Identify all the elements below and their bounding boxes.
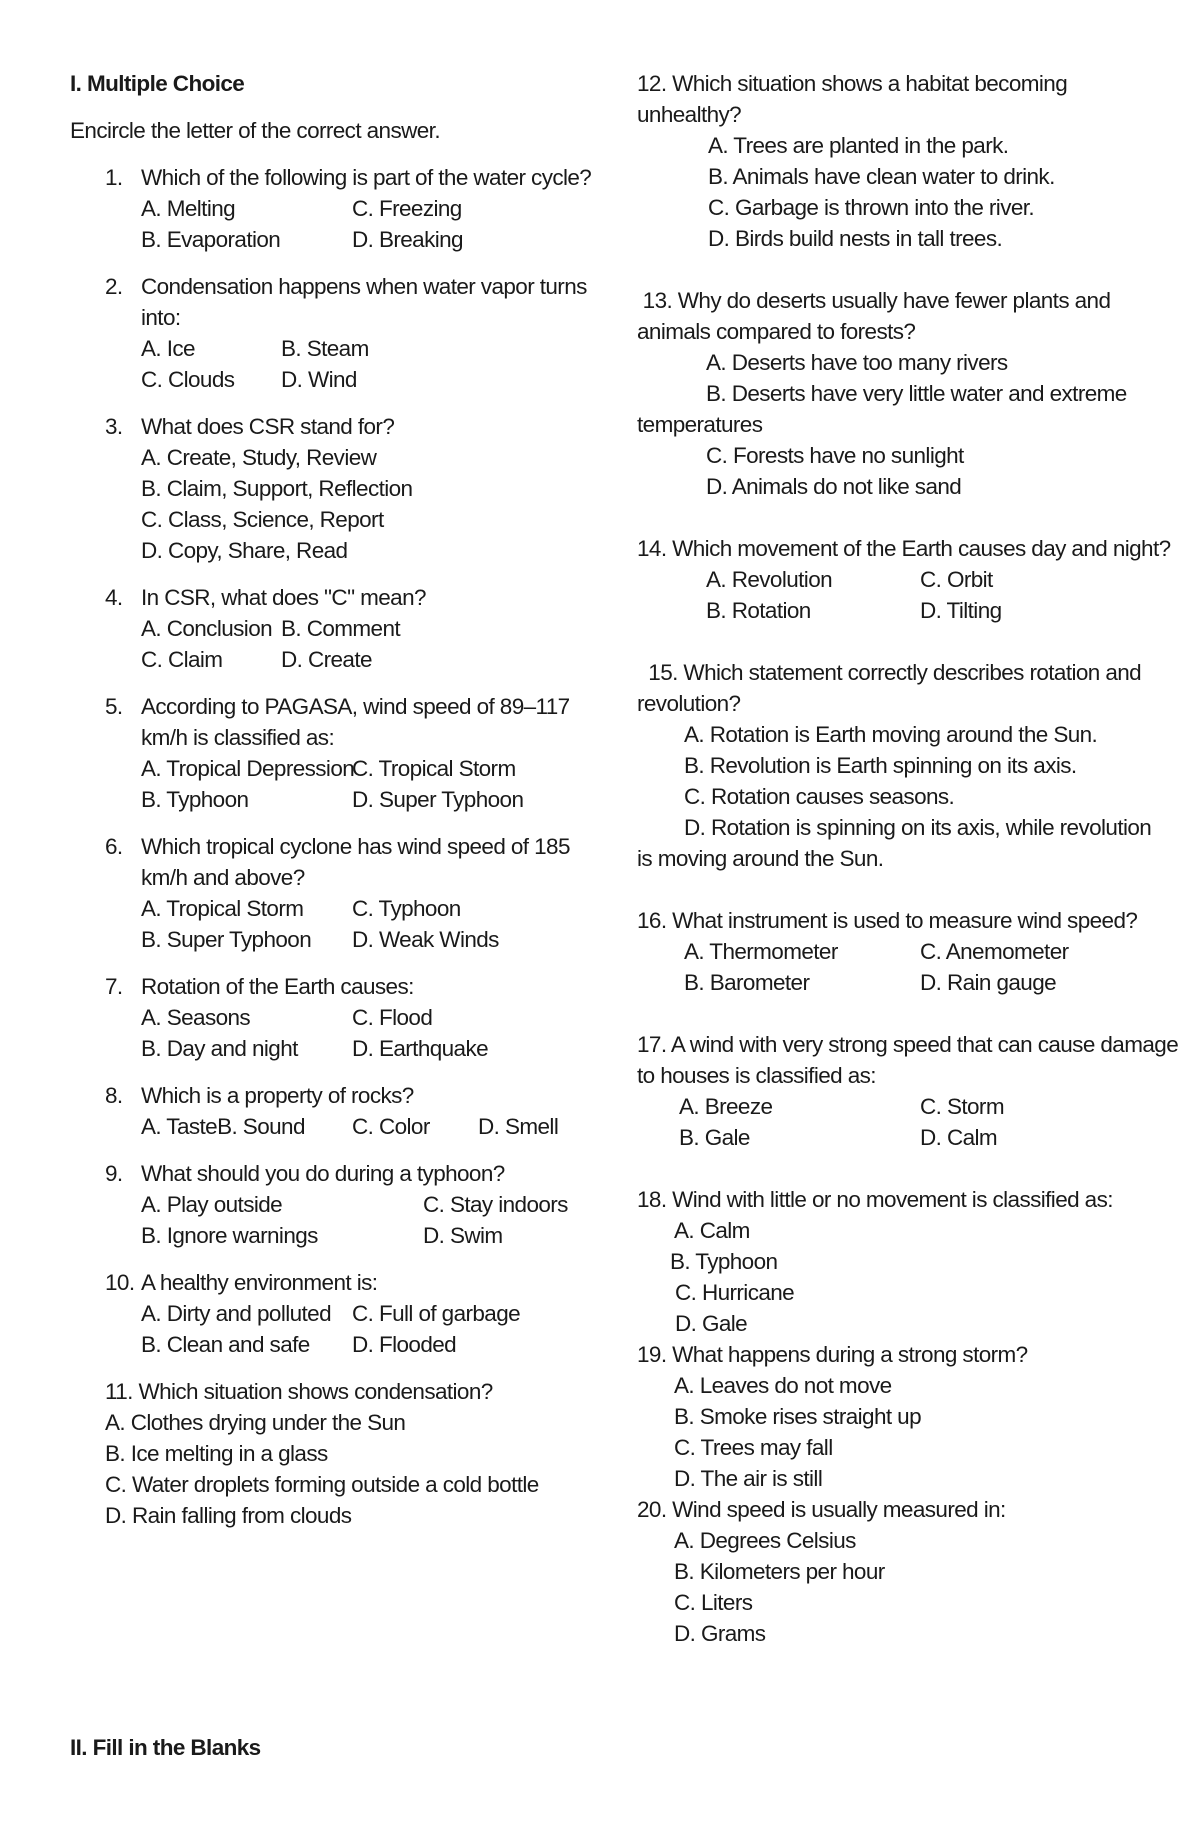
- question-1: [70, 162, 592, 255]
- option-d: D. Calm: [920, 1125, 998, 1150]
- option-c: C. Rotation causes seasons.: [684, 784, 955, 809]
- question-number: 8.: [105, 1083, 123, 1108]
- question-9: [70, 1158, 570, 1251]
- option-d: D. The air is still: [674, 1466, 823, 1491]
- option-b: B. Super Typhoon: [141, 927, 312, 952]
- question-text-cont: revolution?: [637, 691, 741, 716]
- option-c: C. Typhoon: [352, 896, 461, 921]
- option-c: C. Water droplets forming outside a cold bottle: [105, 1472, 539, 1497]
- question-text: 11. Which situation shows condensation?: [105, 1379, 493, 1404]
- question-15: [637, 657, 1157, 874]
- option-d: D. Animals do not like sand: [706, 474, 962, 499]
- option-a: A. Tropical Depression: [141, 756, 355, 781]
- option-d: D. Tilting: [920, 598, 1002, 623]
- option-a: A. Degrees Celsius: [674, 1528, 856, 1553]
- question-20: [637, 1494, 1157, 1649]
- option-d: D. Rotation is spinning on its axis, while revolution: [684, 815, 1152, 840]
- option-d: D. Gale: [675, 1311, 748, 1336]
- question-10: [70, 1267, 570, 1360]
- question-text: 20. Wind speed is usually measured in:: [637, 1497, 1006, 1522]
- option-d: D. Breaking: [352, 227, 463, 252]
- option-b: B. Ice melting in a glass: [105, 1441, 328, 1466]
- option-d: D. Rain gauge: [920, 970, 1057, 995]
- question-text: 14. Which movement of the Earth causes day and night?: [637, 536, 1171, 561]
- option-d: D. Flooded: [352, 1332, 457, 1357]
- option-b: B. Evaporation: [141, 227, 281, 252]
- option-d: D. Copy, Share, Read: [141, 538, 348, 563]
- option-b: B. Barometer: [684, 970, 810, 995]
- question-text: 18. Wind with little or no movement is classified as:: [637, 1187, 1113, 1212]
- option-c: C. Hurricane: [675, 1280, 795, 1305]
- option-c: C. Color: [352, 1114, 430, 1139]
- option-a: A. Deserts have too many rivers: [706, 350, 1008, 375]
- option-c: C. Stay indoors: [423, 1192, 568, 1217]
- question-13: [637, 285, 1157, 502]
- option-c: C. Class, Science, Report: [141, 507, 384, 532]
- question-text: 12. Which situation shows a habitat becoming: [637, 71, 1068, 96]
- option-d: D. Rain falling from clouds: [105, 1503, 352, 1528]
- question-19: [637, 1339, 1157, 1494]
- option-a: A. Breeze: [679, 1094, 773, 1119]
- question-8: [70, 1080, 570, 1142]
- option-a: A. Calm: [674, 1218, 750, 1243]
- option-a: A. Melting: [141, 196, 236, 221]
- question-number: 9.: [105, 1161, 123, 1186]
- option-b: B. Rotation: [706, 598, 811, 623]
- option-d: D. Earthquake: [352, 1036, 489, 1061]
- question-text-cont: to houses is classified as:: [637, 1063, 876, 1088]
- question-17: [637, 1029, 1179, 1153]
- option-c: C. Orbit: [920, 567, 993, 592]
- question-14: [637, 533, 1171, 626]
- option-d: D. Weak Winds: [352, 927, 499, 952]
- option-a: A. Conclusion: [141, 616, 273, 641]
- question-number: 7.: [105, 974, 123, 999]
- option-c: C. Anemometer: [920, 939, 1069, 964]
- option-a: A. Leaves do not move: [674, 1373, 892, 1398]
- option-b: B. Revolution is Earth spinning on its axis.: [684, 753, 1077, 778]
- option-b-cont: temperatures: [637, 412, 763, 437]
- option-c: C. Full of garbage: [352, 1301, 521, 1326]
- question-11: [70, 1376, 570, 1531]
- option-c: C. Trees may fall: [674, 1435, 833, 1460]
- option-c: C. Forests have no sunlight: [706, 443, 964, 468]
- question-number: 3.: [105, 414, 123, 439]
- question-text: 19. What happens during a strong storm?: [637, 1342, 1028, 1367]
- option-d-cont: is moving around the Sun.: [637, 846, 884, 871]
- option-a: A. Dirty and polluted: [141, 1301, 332, 1326]
- option-c: C. Tropical Storm: [352, 756, 516, 781]
- option-d: D. Smell: [478, 1114, 559, 1139]
- question-text: In CSR, what does "C" mean?: [141, 585, 426, 610]
- option-b: B. Steam: [281, 336, 369, 361]
- option-d: D. Grams: [674, 1621, 766, 1646]
- option-b: B. Comment: [281, 616, 401, 641]
- option-c: C. Clouds: [141, 367, 235, 392]
- option-a: A. Ice: [141, 336, 195, 361]
- option-c: C. Flood: [352, 1005, 433, 1030]
- option-b: B. Claim, Support, Reflection: [141, 476, 413, 501]
- question-text-cont: km/h is classified as:: [141, 725, 335, 750]
- option-a: A. Create, Study, Review: [141, 445, 377, 470]
- question-16: [637, 905, 1157, 998]
- question-text: A healthy environment is:: [141, 1270, 378, 1295]
- question-number: 2.: [105, 274, 123, 299]
- option-a: A. Clothes drying under the Sun: [105, 1410, 406, 1435]
- question-number: 5.: [105, 694, 123, 719]
- question-text: Rotation of the Earth causes:: [141, 974, 414, 999]
- question-text: Which is a property of rocks?: [141, 1083, 414, 1108]
- question-text: Condensation happens when water vapor turns: [141, 274, 587, 299]
- question-4: [70, 582, 570, 675]
- option-c: C. Storm: [920, 1094, 1004, 1119]
- option-b: B. Deserts have very little water and extreme: [706, 381, 1127, 406]
- question-5: [70, 691, 570, 815]
- option-b: B. Smoke rises straight up: [674, 1404, 922, 1429]
- option-a: A. Thermometer: [684, 939, 838, 964]
- question-number: 1.: [105, 165, 123, 190]
- option-d: D. Create: [281, 647, 372, 672]
- question-text: Which of the following is part of the water cycle?: [141, 165, 592, 190]
- option-b: B. Animals have clean water to drink.: [708, 164, 1055, 189]
- instruction: Encircle the letter of the correct answer.: [70, 118, 440, 143]
- question-2: [70, 271, 587, 395]
- option-d: D. Swim: [423, 1223, 503, 1248]
- right-column: [637, 68, 1179, 1649]
- option-c: C. Freezing: [352, 196, 462, 221]
- section-2-title: II. Fill in the Blanks: [70, 1735, 261, 1760]
- option-b: B. Typhoon: [670, 1249, 778, 1274]
- question-text-cont: animals compared to forests?: [637, 319, 916, 344]
- question-18: [637, 1184, 1157, 1339]
- option-a: A. Rotation is Earth moving around the Sun.: [684, 722, 1098, 747]
- option-d: D. Wind: [281, 367, 357, 392]
- question-6: [70, 831, 570, 955]
- option-a: A. Revolution: [706, 567, 833, 592]
- question-text: According to PAGASA, wind speed of 89–117: [141, 694, 570, 719]
- option-c: C. Claim: [141, 647, 223, 672]
- question-number: 4.: [105, 585, 123, 610]
- option-c: C. Garbage is thrown into the river.: [708, 195, 1035, 220]
- option-b: B. Gale: [679, 1125, 750, 1150]
- option-a: A. Play outside: [141, 1192, 283, 1217]
- question-3: [70, 411, 570, 566]
- question-number: 10.: [105, 1270, 135, 1295]
- option-b: B. Kilometers per hour: [674, 1559, 885, 1584]
- question-text: 13. Why do deserts usually have fewer plants and: [637, 288, 1111, 313]
- question-text-cont: unhealthy?: [637, 102, 742, 127]
- option-ab: A. TasteB. Sound: [141, 1114, 305, 1139]
- option-d: D. Super Typhoon: [352, 787, 524, 812]
- option-b: B. Ignore warnings: [141, 1223, 318, 1248]
- question-text-cont: km/h and above?: [141, 865, 305, 890]
- question-text: 16. What instrument is used to measure wind speed?: [637, 908, 1138, 933]
- left-column: [70, 68, 592, 1531]
- option-a: A. Tropical Storm: [141, 896, 304, 921]
- option-a: A. Trees are planted in the park.: [708, 133, 1009, 158]
- question-text: 17. A wind with very strong speed that can cause damage: [637, 1032, 1179, 1057]
- question-text-cont: into:: [141, 305, 181, 330]
- option-b: B. Clean and safe: [141, 1332, 310, 1357]
- option-d: D. Birds build nests in tall trees.: [708, 226, 1003, 251]
- question-text: What should you do during a typhoon?: [141, 1161, 505, 1186]
- question-text: 15. Which statement correctly describes rotation and: [637, 660, 1142, 685]
- option-b: B. Day and night: [141, 1036, 298, 1061]
- question-7: [70, 971, 570, 1064]
- question-text: Which tropical cyclone has wind speed of 185: [141, 834, 570, 859]
- question-12: [637, 68, 1157, 254]
- option-b: B. Typhoon: [141, 787, 249, 812]
- option-c: C. Liters: [674, 1590, 753, 1615]
- section-title: I. Multiple Choice: [70, 71, 245, 96]
- question-text: What does CSR stand for?: [141, 414, 395, 439]
- question-number: 6.: [105, 834, 123, 859]
- option-a: A. Seasons: [141, 1005, 251, 1030]
